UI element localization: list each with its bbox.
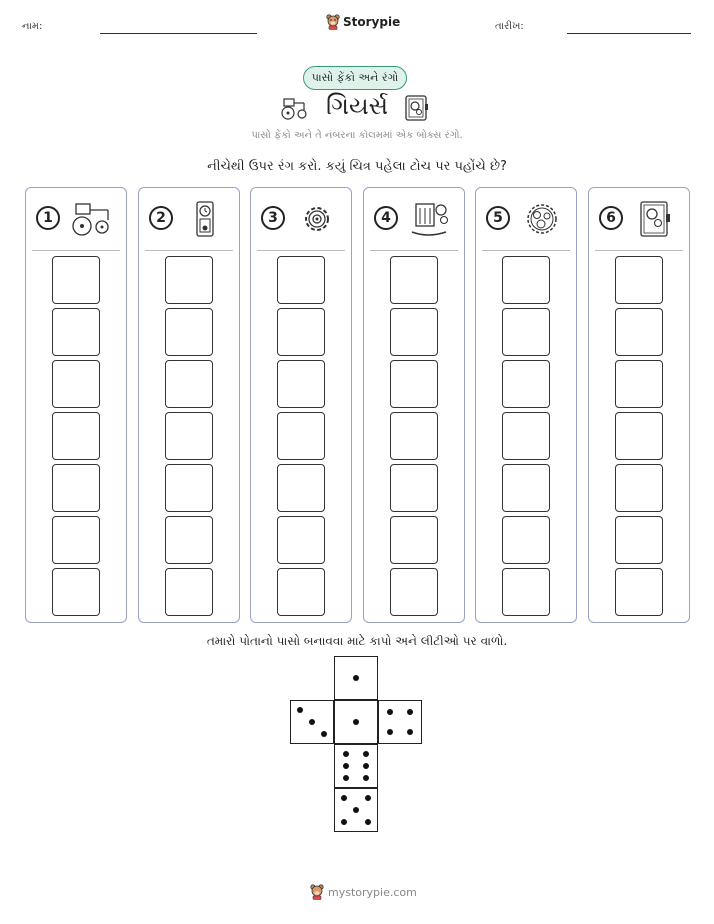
gear-book-icon [404, 94, 430, 122]
color-box[interactable] [52, 412, 100, 460]
pip [363, 763, 369, 769]
column-number: 2 [149, 206, 173, 230]
pip [365, 795, 371, 801]
color-box[interactable] [52, 256, 100, 304]
column-number: 1 [36, 206, 60, 230]
color-box[interactable] [615, 516, 663, 564]
column-divider [145, 250, 233, 251]
pip [343, 763, 349, 769]
color-box[interactable] [615, 412, 663, 460]
color-box[interactable] [615, 308, 663, 356]
date-label: તારીખ: [495, 21, 524, 32]
column-number: 4 [374, 206, 398, 230]
color-box[interactable] [502, 568, 550, 616]
color-box[interactable] [615, 568, 663, 616]
die-face-4 [378, 700, 422, 744]
color-box[interactable] [390, 412, 438, 460]
color-box[interactable] [52, 516, 100, 564]
die-face-1 [334, 656, 378, 700]
gear-book-icon [633, 200, 677, 238]
page-title: ગિયર્સ [326, 92, 389, 120]
gear-chair-icon [408, 200, 452, 238]
color-box[interactable] [277, 360, 325, 408]
column-number: 6 [599, 206, 623, 230]
date-field[interactable] [567, 33, 691, 34]
color-box[interactable] [390, 516, 438, 564]
color-box[interactable] [390, 464, 438, 512]
pip [387, 729, 393, 735]
footer-url: mystorypie.com [328, 885, 417, 899]
instructions: તમારો પોતાનો પાસો બનાવવા માટે કાપો અને લીટીઓ પર વાળો. [206, 634, 508, 648]
pip [343, 775, 349, 781]
pip [353, 807, 359, 813]
footer [310, 884, 417, 900]
title-row [280, 92, 440, 124]
color-box[interactable] [615, 256, 663, 304]
color-box[interactable] [502, 308, 550, 356]
column-3 [250, 187, 352, 623]
column-divider [257, 250, 345, 251]
column-number: 5 [486, 206, 510, 230]
color-box[interactable] [615, 360, 663, 408]
color-box[interactable] [390, 308, 438, 356]
color-box[interactable] [502, 464, 550, 512]
die-face-6 [334, 744, 378, 788]
subtitle: પાસો ફેંકો અને તે નંબરના કૉલમમાં એક બોક્સ રંગો. [251, 130, 463, 141]
color-box[interactable] [502, 412, 550, 460]
color-box[interactable] [502, 256, 550, 304]
column-2 [138, 187, 240, 623]
color-box[interactable] [52, 308, 100, 356]
color-box[interactable] [165, 360, 213, 408]
pip [363, 775, 369, 781]
question-text: નીચેથી ઉપર રંગ કરો. કયું ચિત્ર પહેલા ટોચ પર પહોંચે છે? [207, 159, 507, 174]
color-box[interactable] [390, 256, 438, 304]
column-number: 3 [261, 206, 285, 230]
bear-icon [326, 14, 340, 30]
round-gear-clock-icon [520, 200, 564, 238]
color-box[interactable] [52, 360, 100, 408]
color-box[interactable] [390, 360, 438, 408]
color-box[interactable] [165, 516, 213, 564]
color-box[interactable] [277, 516, 325, 564]
column-divider [32, 250, 120, 251]
column-6 [588, 187, 690, 623]
pip [297, 707, 303, 713]
grandfather-clock-icon [183, 200, 227, 238]
pip [363, 751, 369, 757]
color-box[interactable] [165, 464, 213, 512]
pip [407, 729, 413, 735]
color-box[interactable] [165, 308, 213, 356]
logo-text: Storypie [343, 15, 401, 29]
color-box[interactable] [277, 256, 325, 304]
color-box[interactable] [165, 256, 213, 304]
name-label: નામ: [22, 21, 43, 32]
storypie-logo [326, 14, 400, 30]
column-4 [363, 187, 465, 623]
pip [309, 719, 315, 725]
pip [407, 709, 413, 715]
game-badge: પાસો ફેંકો અને રંગો [303, 66, 407, 90]
pip [321, 731, 327, 737]
die-face-1b [334, 700, 378, 744]
column-divider [595, 250, 683, 251]
color-box[interactable] [52, 568, 100, 616]
color-box[interactable] [165, 568, 213, 616]
pip [353, 719, 359, 725]
bear-icon [310, 884, 324, 900]
color-box[interactable] [165, 412, 213, 460]
color-box[interactable] [615, 464, 663, 512]
pip [341, 819, 347, 825]
column-5 [475, 187, 577, 623]
die-face-3 [290, 700, 334, 744]
color-box[interactable] [390, 568, 438, 616]
column-divider [370, 250, 458, 251]
pip [353, 675, 359, 681]
color-box[interactable] [502, 360, 550, 408]
pip [365, 819, 371, 825]
color-box[interactable] [277, 308, 325, 356]
gear-icon [295, 200, 339, 238]
pip [343, 751, 349, 757]
color-box[interactable] [277, 412, 325, 460]
die-face-5 [334, 788, 378, 832]
column-divider [482, 250, 570, 251]
pip [341, 795, 347, 801]
color-box[interactable] [277, 568, 325, 616]
color-box[interactable] [277, 464, 325, 512]
name-field[interactable] [100, 33, 257, 34]
color-box[interactable] [502, 516, 550, 564]
gear-machine-icon [280, 96, 310, 120]
pip [387, 709, 393, 715]
color-box[interactable] [52, 464, 100, 512]
gear-machine-icon [70, 200, 114, 238]
column-1 [25, 187, 127, 623]
